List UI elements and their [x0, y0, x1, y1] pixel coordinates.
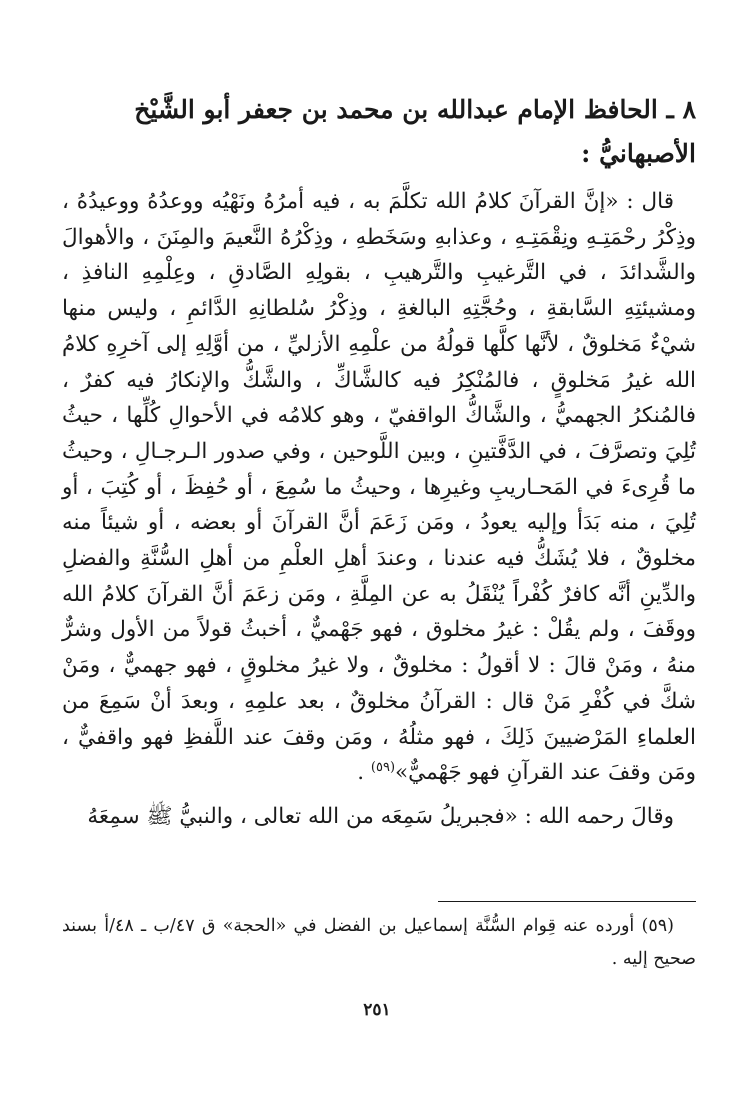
- page-body: [62, 88, 696, 835]
- footnote-reference[interactable]: (٥٩): [370, 760, 396, 776]
- footnote-divider: [438, 901, 696, 902]
- section-heading: ٨ ـ الحافظ الإمام عبدالله بن محمد بن جعفر أبو الشَّيْخ: [134, 95, 696, 124]
- continuation-paragraph: وقالَ رحمه الله : «فجبريلُ سَمِعَه من الله تعالى ، والنبيُّ ﷺ سمِعَهُ: [87, 803, 674, 829]
- page-number: ٢٥١: [363, 1000, 391, 1020]
- quote-paragraph: [62, 184, 696, 791]
- quote-text: قال : «إنَّ القرآنَ كلامُ الله تكلَّمَ به ، فيه أمرُهُ ونَهْيُه ووعدُهُ ووعيدُهُ ، وذِكْرُ رحْمَتِـهِ ونِقْمَتِـهِ ، وعذابهِ وسَخَطهِ ، وذِكْرُهُ النَّعيمَ والمِنَنَ ، والأهوالَ والشَّدائدَ ، في التَّرغيبِ والتَّرهيبِ ، بقولِهِ الصَّادقِ ، وعِلْمِهِ النافذِ ، ومشيئتِهِ السَّابقةِ ، وحُجَّتِهِ البالغةِ ، وذِكْرُ سُلطانِهِ الدَّائمِ ، وليس منها شيْءٌ مَخلوقٌ ، لأنَّها كلَّها قولُهُ من علْمِهِ الأزليِّ ، من أوَّلِهِ إلى آخرِهِ كلامُ الله غيرُ مَخلوقٍ ، فالمُنْكِرُ فيه كالشَّاكِّ ، والشَّكُّ والإنكارُ فيه كفرٌ ، فالمُنكرُ الجهميُّ ، والشَّاكُّ الواقفيّ ، وهو كلامُه في الأحوالِ كُلِّها ، حيثُ تُلِيَ وتصرَّفَ ، في الدَّفَّتينِ ، وبين اللَّوحين ، وفي صدور الـرجـالِ ، وحيثُ ما قُرِىءَ في المَحـاريبِ وغيرِها ، وحيثُ ما سُمِعَ ، أو حُفِظَ ، أو كُتِبَ ، أو تُلِيَ ، منه بَدَأ وإليه يعودُ ، ومَن زَعَمَ أنَّ القرآنَ أو بعضه ، أو شيئاً منه مخلوقٌ ، فلا يُشَكُّ فيه عندنا ، وعندَ أهلِ العلْمِ من أهلِ السُّنَّةِ والفضلِ والدِّينِ أنَّه كافرٌ كُفْراً يُنْقَلُ به عن المِلَّةِ ، ومَن زعَمَ أنَّ القرآنَ كلامُ الله ووقَفَ ، ولم يقُلْ : غيرُ مخلوق ، فهو جَهْميٌّ ، أخبثُ قولاً من الأول وشرٌّ منهُ ، ومَنْ قالَ : لا أقولُ : مخلوقٌ ، ولا غيرُ مخلوقٍ ، فهو جهميٌّ ، ومَنْ شكَّ في كُفْرِ مَنْ قال : القرآنُ مخلوقٌ ، بعد علمِهِ ، وبعدَ أنْ سَمِعَ من العلماءِ المَرْضيينَ ذَلِكَ ، فهو مثلُهُ ، ومَن وقفَ عند اللَّفظِ فهو واقفيٌّ ، ومَن وقفَ عند القرآنِ فهو جَهْميٌّ»: [62, 189, 696, 786]
- footnote: (٥٩) أورده عنه قِوام السُّنَّة إسماعيل بن الفضل في «الحجة» ق ٤٧/ب ـ ٤٨/أ بسند صحيح إليه .: [62, 916, 696, 969]
- section-heading-continuation: الأصبهانيُّ :: [581, 139, 696, 168]
- quote-ending: .: [357, 760, 371, 786]
